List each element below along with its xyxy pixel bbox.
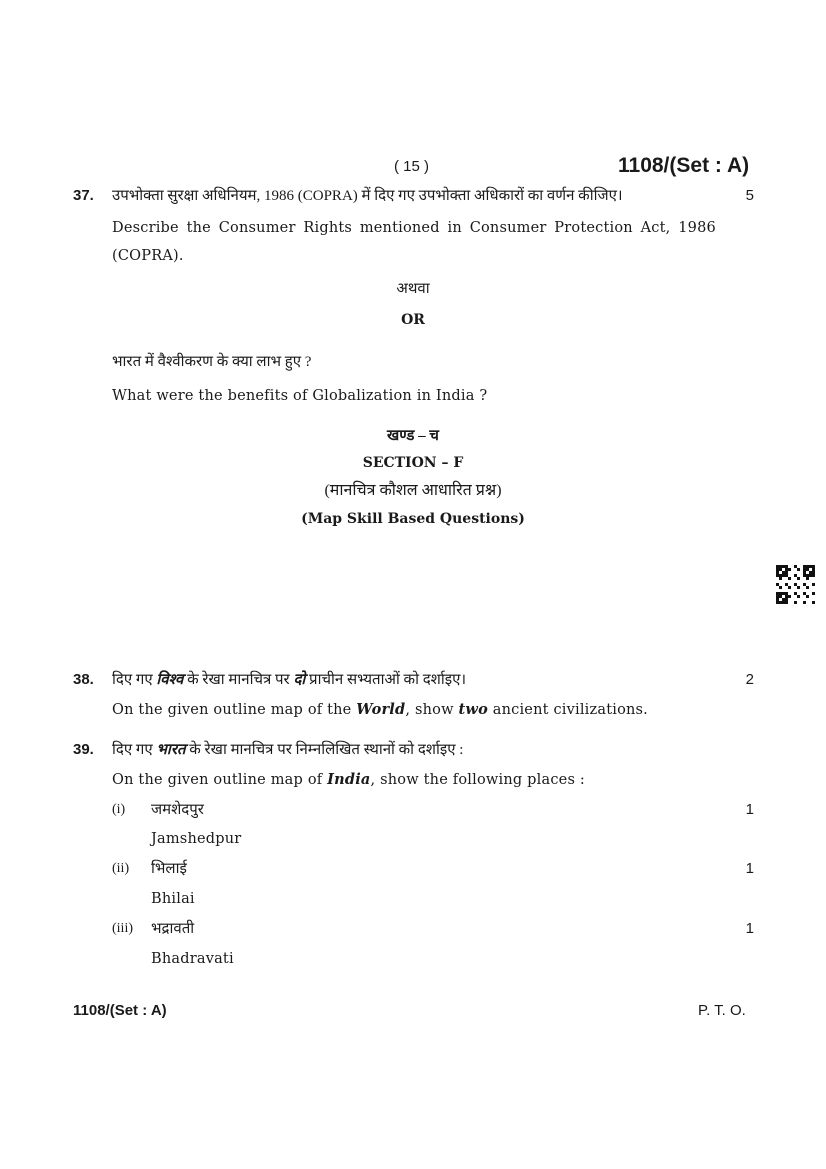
item-english: Bhadravati bbox=[151, 951, 234, 967]
text: दिए गए bbox=[112, 742, 157, 758]
item-marks: 1 bbox=[745, 920, 754, 937]
text: , show bbox=[405, 702, 459, 718]
emph: World bbox=[356, 701, 406, 718]
text: ancient civilizations. bbox=[487, 702, 648, 718]
emph: विश्व bbox=[156, 672, 184, 688]
q37-hindi: उपभोक्ता सुरक्षा अधिनियम, 1986 (COPRA) में दिए गए उपभोक्ता अधिकारों का वर्णन कीजिए। bbox=[112, 188, 623, 204]
text: के रेखा मानचित्र पर bbox=[183, 672, 294, 688]
q37-alt-hindi: भारत में वैश्वीकरण के क्या लाभ हुए ? bbox=[112, 354, 312, 370]
emph: भारत bbox=[156, 742, 186, 758]
qr-module bbox=[812, 601, 815, 604]
question-number-38: 38. bbox=[73, 671, 94, 688]
item-english: Bhilai bbox=[151, 891, 195, 907]
paper-code-header: 1108/(Set : A) bbox=[618, 154, 750, 177]
item-marks: 1 bbox=[745, 801, 754, 818]
question-number-37: 37. bbox=[73, 187, 94, 204]
section-hindi: खण्ड – च bbox=[387, 428, 439, 444]
q38-hindi bbox=[112, 671, 466, 689]
or-english: OR bbox=[401, 312, 425, 328]
footer-pto: P. T. O. bbox=[698, 1002, 746, 1019]
text: दिए गए bbox=[112, 672, 157, 688]
question-number-39: 39. bbox=[73, 741, 94, 758]
item-hindi: भद्रावती bbox=[151, 921, 195, 937]
item-label: (i) bbox=[112, 802, 126, 817]
q39-english bbox=[112, 771, 585, 789]
emph: two bbox=[458, 701, 488, 718]
footer-code: 1108/(Set : A) bbox=[73, 1002, 167, 1019]
item-hindi: जमशेदपुर bbox=[151, 802, 204, 818]
item-marks: 1 bbox=[745, 860, 754, 877]
text: On the given outline map of bbox=[112, 772, 328, 788]
section-english: SECTION – F bbox=[362, 455, 464, 471]
item-label: (iii) bbox=[112, 921, 133, 936]
q38-english bbox=[112, 701, 648, 719]
emph: India bbox=[327, 771, 371, 788]
item-hindi: भिलाई bbox=[151, 861, 187, 877]
text: के रेखा मानचित्र पर निम्नलिखित स्थानों को दर्शाइए : bbox=[185, 742, 464, 758]
q37-marks: 5 bbox=[745, 187, 754, 204]
qr-code bbox=[776, 565, 815, 604]
page-number: ( 15 ) bbox=[394, 158, 430, 175]
section-sub-english: (Map Skill Based Questions) bbox=[301, 511, 525, 527]
emph: दो bbox=[293, 672, 306, 688]
q37-english-line2: (COPRA). bbox=[112, 248, 184, 264]
item-label: (ii) bbox=[112, 861, 130, 876]
q39-hindi bbox=[112, 741, 463, 759]
text: प्राचीन सभ्यताओं को दर्शाइए। bbox=[305, 672, 467, 688]
q37-english-line1: Describe the Consumer Rights mentioned in Consumer Protection Act, 1986 bbox=[112, 220, 716, 236]
or-hindi: अथवा bbox=[396, 281, 430, 297]
q38-marks: 2 bbox=[745, 671, 754, 688]
q37-alt-english: What were the benefits of Globalization in India ? bbox=[112, 388, 488, 404]
section-sub-hindi: (मानचित्र कौशल आधारित प्रश्न) bbox=[324, 482, 502, 499]
text: On the given outline map of the bbox=[112, 702, 357, 718]
item-english: Jamshedpur bbox=[151, 831, 242, 847]
text: , show the following places : bbox=[370, 772, 585, 788]
